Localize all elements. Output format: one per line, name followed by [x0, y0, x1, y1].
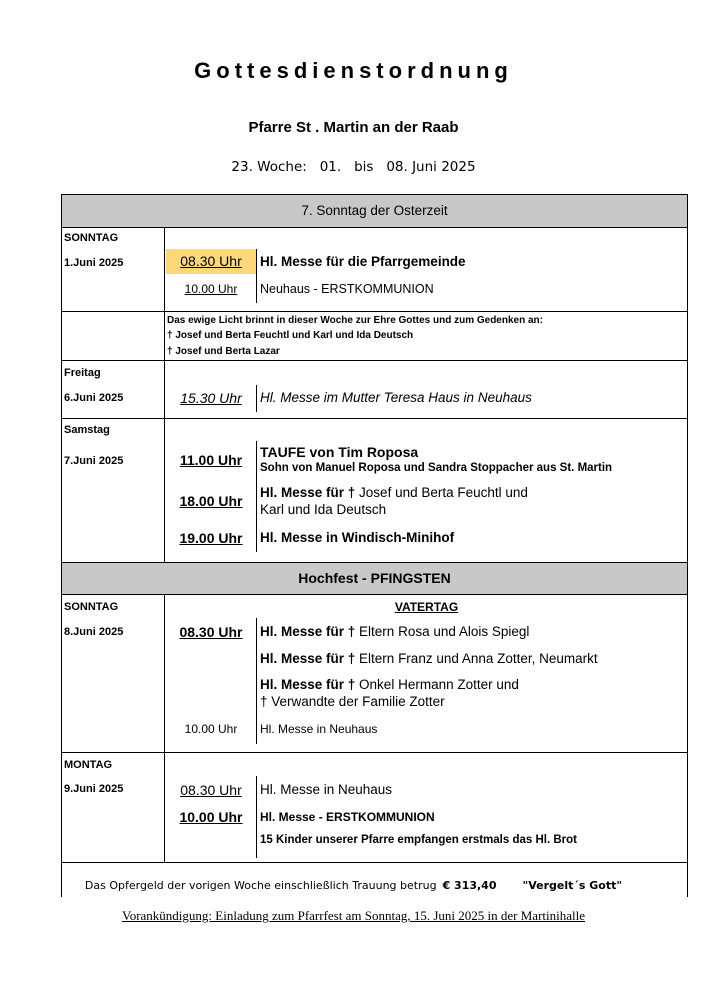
event-text: TAUFE von Tim Roposa	[260, 444, 419, 460]
column-divider	[164, 227, 165, 311]
event-text: Hl. Messe in Windisch-Minihof	[260, 530, 455, 545]
event-text-rest: Onkel Hermann Zotter und	[355, 677, 519, 692]
time-divider	[256, 441, 257, 552]
date-label: 1.Juni 2025	[64, 257, 124, 269]
event-text: Hl. Messe im Mutter Teresa Haus in Neuhaus	[260, 390, 532, 405]
time-label: 11.00 Uhr	[179, 452, 243, 468]
event-text-rest: Eltern Franz und Anna Zotter, Neumarkt	[355, 651, 598, 666]
table-rule	[61, 360, 688, 361]
event-text-line2: † Verwandte der Familie Zotter	[260, 694, 445, 709]
week-from: 01.	[319, 159, 342, 175]
time-label: 10.00 Uhr	[184, 282, 238, 296]
event-subtext: Sohn von Manuel Roposa und Sandra Stoppacher aus St. Martin	[260, 462, 613, 474]
event-text: Hl. Messe in Neuhaus	[260, 782, 393, 797]
time-label: 15.30 Uhr	[180, 390, 242, 406]
day-label: Freitag	[64, 367, 101, 379]
offering-note	[0, 879, 707, 892]
date-label: 8.Juni 2025	[64, 626, 124, 638]
event-text-bold: Hl. Messe für †	[260, 624, 356, 639]
offering-text: Das Opfergeld der vorigen Woche einschließlich Trauung betrug	[84, 879, 437, 892]
page-title: Gottesdienstordnung	[194, 58, 513, 83]
column-divider	[164, 594, 165, 752]
time-label: 19.00 Uhr	[179, 530, 243, 546]
table-rule	[61, 311, 688, 312]
column-divider	[164, 360, 165, 418]
table-rule	[61, 862, 688, 863]
date-label: 6.Juni 2025	[64, 392, 124, 404]
table-rule	[61, 227, 688, 228]
time-label: 10.00 Uhr	[184, 722, 238, 736]
time-label: 08.30 Uhr	[179, 624, 243, 640]
date-label: 9.Juni 2025	[64, 783, 124, 795]
vatertag-label: VATERTAG	[394, 600, 459, 614]
event-text	[260, 651, 598, 666]
day-label: SONNTAG	[64, 601, 119, 613]
event-text	[260, 677, 519, 692]
event-text-bold: Hl. Messe für †	[260, 651, 356, 666]
table-rule	[61, 418, 688, 419]
announcement: Vorankündigung: Einladung zum Pfarrfest am Sonntag, 15. Juni 2025 in der Martinihalle	[122, 908, 585, 923]
day-label: Samstag	[64, 424, 110, 436]
event-text-line2: Karl und Ida Deutsch	[260, 502, 387, 517]
week-label: 23. Woche:	[231, 159, 307, 175]
memorial-line: † Josef und Berta Lazar	[167, 346, 280, 357]
day-label: SONNTAG	[64, 232, 119, 244]
week-range	[0, 159, 707, 175]
time-label: 08.30 Uhr	[180, 253, 242, 269]
eternal-light-intro: Das ewige Licht brinnt in dieser Woche zur Ehre Gottes und zum Gedenken an:	[167, 315, 543, 326]
section-band-pfingsten: Hochfest - PFINGSTEN	[62, 563, 687, 594]
parish-name: Pfarre St . Martin an der Raab	[248, 119, 459, 136]
time-divider	[256, 776, 257, 858]
table-rule	[61, 594, 688, 595]
section-band-7-sonntag: 7. Sonntag der Osterzeit	[62, 195, 687, 227]
column-divider	[164, 752, 165, 862]
time-divider	[256, 618, 257, 744]
event-text: Hl. Messe in Neuhaus	[260, 722, 378, 736]
week-to: 08. Juni 2025	[386, 159, 476, 175]
thanks-text: "Vergelt´s Gott"	[522, 879, 623, 892]
offering-amount: € 313,40	[442, 879, 497, 892]
time-divider	[256, 249, 257, 303]
event-text-rest: Josef und Berta Feuchtl und	[355, 485, 528, 500]
day-label: MONTAG	[64, 759, 113, 771]
event-subtext: 15 Kinder unserer Pfarre empfangen erstmals das Hl. Brot	[260, 834, 577, 846]
column-divider	[164, 418, 165, 562]
event-text-rest: Eltern Rosa und Alois Spiegl	[355, 624, 530, 639]
time-label: 08.30 Uhr	[180, 782, 242, 798]
week-bis: bis	[354, 159, 374, 175]
time-label: 18.00 Uhr	[179, 493, 243, 509]
event-text: Hl. Messe - ERSTKOMMUNION	[260, 810, 435, 824]
event-text: Neuhaus - ERSTKOMMUNION	[260, 282, 434, 296]
time-divider	[256, 385, 257, 412]
event-text-bold: Hl. Messe für †	[260, 677, 356, 692]
event-text-bold: Hl. Messe für †	[260, 485, 356, 500]
table-rule	[61, 752, 688, 753]
column-divider	[164, 311, 165, 360]
date-label: 7.Juni 2025	[64, 455, 124, 467]
memorial-line: † Josef und Berta Feuchtl und Karl und Ida Deutsch	[167, 330, 414, 341]
event-text	[260, 624, 529, 639]
time-label: 10.00 Uhr	[179, 809, 243, 825]
event-text	[260, 485, 528, 500]
event-text: Hl. Messe für die Pfarrgemeinde	[260, 254, 466, 269]
